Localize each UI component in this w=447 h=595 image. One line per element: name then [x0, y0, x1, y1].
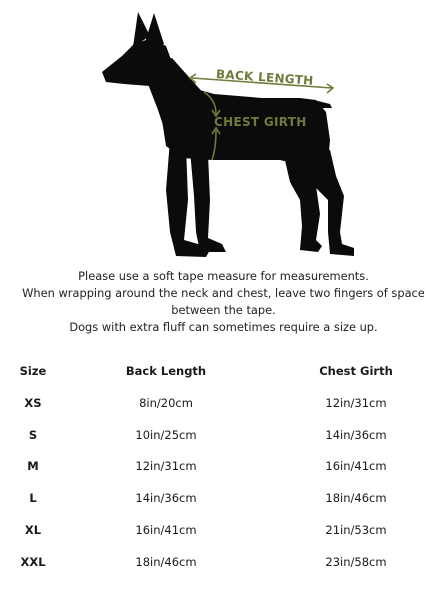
- table-row: [0, 523, 447, 555]
- chest-girth-cell: 14in/36cm: [325, 427, 387, 442]
- chest-girth-cell: 16in/41cm: [325, 459, 387, 474]
- back-length-cell: 8in/20cm: [139, 395, 193, 410]
- size-chart-table: [0, 364, 447, 587]
- back-length-cell: 18in/46cm: [135, 554, 197, 569]
- back-length-cell: 12in/31cm: [135, 459, 197, 474]
- chest-girth-label: CHEST GIRTH: [214, 115, 307, 129]
- column-header-back-length: Back Length: [125, 364, 207, 378]
- size-cell: XXL: [20, 554, 46, 569]
- dog-silhouette-icon: [0, 0, 447, 265]
- back-length-cell: 14in/36cm: [135, 491, 197, 506]
- chest-girth-cell: 21in/53cm: [325, 522, 387, 537]
- table-row: [0, 555, 447, 587]
- back-length-cell: 10in/25cm: [135, 427, 197, 442]
- table-header-row: [0, 364, 447, 396]
- size-cell: L: [29, 491, 37, 506]
- column-header-size: Size: [19, 364, 47, 378]
- chest-girth-cell: 18in/46cm: [325, 491, 387, 506]
- back-length-cell: 16in/41cm: [135, 522, 197, 537]
- dog-measurement-diagram: [0, 0, 447, 265]
- table-row: [0, 491, 447, 523]
- table-row: [0, 396, 447, 428]
- instruction-line: When wrapping around the neck and chest, leave two fingers of space: [22, 286, 425, 300]
- back-length-label: BACK LENGTH: [215, 67, 315, 88]
- instruction-line: Dogs with extra fluff can sometimes require a size up.: [69, 320, 378, 334]
- chest-girth-cell: 23in/58cm: [325, 554, 387, 569]
- table-row: [0, 459, 447, 491]
- instruction-line: between the tape.: [171, 303, 276, 317]
- size-cell: M: [27, 459, 39, 474]
- column-header-chest-girth: Chest Girth: [319, 364, 393, 378]
- table-row: [0, 428, 447, 460]
- size-cell: XS: [24, 395, 42, 410]
- size-cell: S: [28, 427, 38, 442]
- size-cell: XL: [24, 522, 42, 537]
- chest-girth-cell: 12in/31cm: [325, 395, 387, 410]
- measurement-instructions: [10, 268, 437, 336]
- instruction-line: Please use a soft tape measure for measurements.: [78, 269, 369, 283]
